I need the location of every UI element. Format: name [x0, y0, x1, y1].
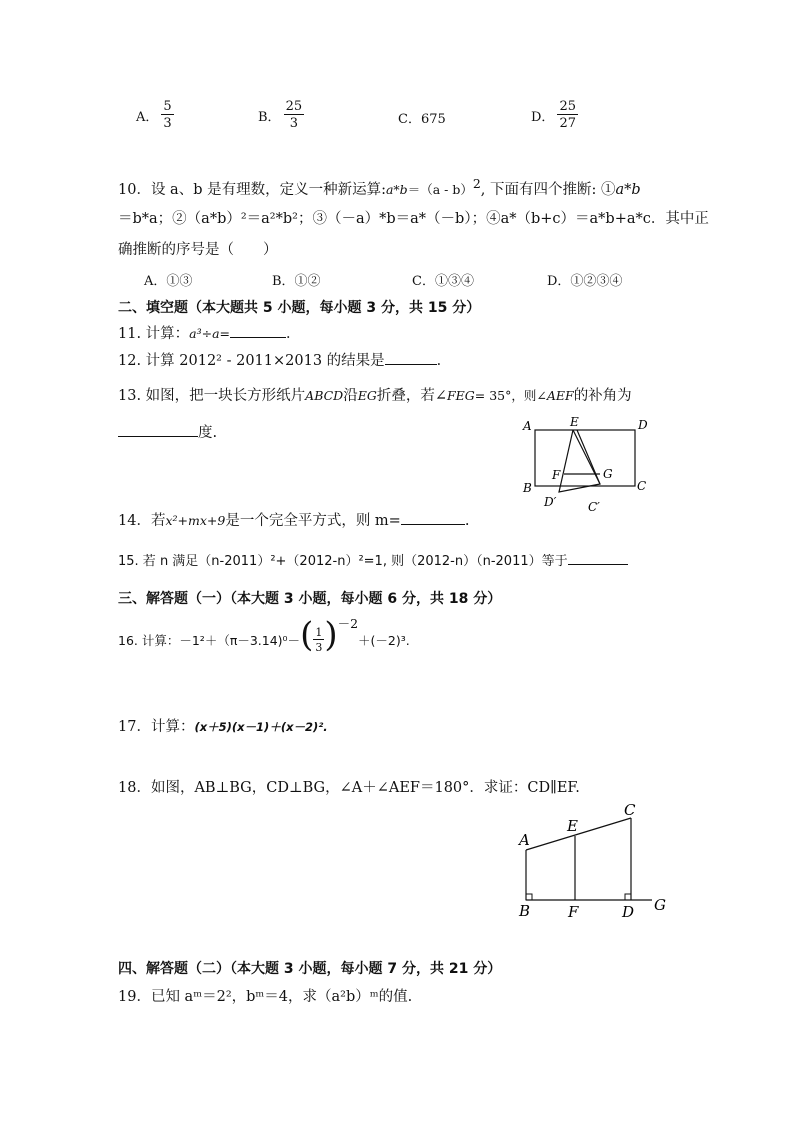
label-a: A: [519, 831, 530, 849]
q9-option-d-fraction: $\frac{25}{27}$: [559, 99, 576, 131]
segment-ac: [526, 818, 631, 850]
q10-option-b: B．①②: [272, 274, 321, 289]
fold-line-eg: [573, 430, 600, 484]
q10-option-a: A．①③: [144, 274, 193, 289]
q13-line1: 13. 如图，把一块长方形纸片ABCD沿EG折叠，若∠FEG= 35°，则∠AEF的补角为: [118, 388, 632, 404]
q12: 12. 计算 2012² - 2011×2013 的结果是 ．: [118, 353, 452, 369]
q10-line1: 10．设 a、b 是有理数，定义一种新运算:a*b＝（a - b）$^2$, 下面有四个推断: ①a*b: [118, 176, 641, 198]
q10-option-c: C．①③④: [412, 274, 474, 289]
q9-option-c: [398, 108, 446, 127]
q11-answer-blank[interactable]: [230, 337, 286, 338]
q13-line2: 度.: [118, 421, 217, 442]
section-4-heading: 四、解答题（二）（本大题 3 小题，每小题 7 分，共 21 分）: [118, 961, 502, 977]
q9-option-d: [531, 100, 578, 130]
q11: 11. 计算：a³÷a= ．: [118, 326, 301, 342]
q9-option-c-label: C．675: [398, 112, 446, 127]
q14-answer-blank[interactable]: [401, 524, 465, 525]
section-3-heading: 三、解答题（一）（本大题 3 小题，每小题 6 分，共 18 分）: [118, 591, 502, 607]
label-d: D: [622, 903, 635, 921]
q9-option-b-label: B．: [258, 109, 281, 125]
q9-option-d-label: D．: [531, 109, 555, 125]
q10-line2: ＝b*a；②（a*b）²＝a²*b²；③（－a）*b＝a*（－b）；④a*（b+c）＝a*b+a*c．其中正: [118, 211, 709, 227]
label-f: F: [552, 468, 561, 482]
q9-option-a: [136, 100, 174, 130]
q13-answer-blank[interactable]: [118, 436, 198, 437]
label-g: G: [654, 896, 666, 914]
label-e: E: [567, 817, 578, 835]
label-d-prime: D′: [544, 495, 557, 509]
q17: 17．计算：(x＋5)(x－1)＋(x－2)².: [118, 719, 328, 735]
label-g: G: [603, 467, 613, 481]
label-c-prime: C′: [588, 500, 600, 514]
right-angle-b: [526, 894, 532, 900]
q13-folded-rectangle-figure: [518, 412, 658, 516]
folded-flap: [559, 430, 600, 492]
q14: 14．若x²+mx+9是一个完全平方式，则 m= .: [118, 513, 470, 529]
q9-option-a-fraction: $\frac{5}{3}$: [163, 99, 172, 131]
label-b: B: [523, 481, 532, 495]
label-d: D: [638, 418, 648, 432]
q15-answer-blank[interactable]: [568, 564, 628, 565]
label-b: B: [519, 902, 531, 920]
q9-option-b: [258, 100, 304, 130]
q19: 19．已知 aᵐ＝2²，bᵐ＝4，求（a²b）ᵐ的值.: [118, 989, 413, 1005]
label-c: C: [624, 801, 636, 819]
right-angle-d: [625, 894, 631, 900]
rectangle-abcd: [535, 430, 635, 486]
q10-option-d: D．①②③④: [547, 274, 623, 289]
label-a: A: [523, 419, 532, 433]
section-2-heading: 二、填空题（本大题共 5 小题，每小题 3 分，共 15 分）: [118, 300, 481, 316]
q12-answer-blank[interactable]: [385, 364, 437, 365]
label-e: E: [570, 415, 579, 429]
q18-geometry-figure: [512, 798, 672, 922]
q18: 18．如图，AB⊥BG，CD⊥BG，∠A＋∠AEF＝180°．求证：CD∥EF.: [118, 780, 580, 796]
label-c: C: [637, 479, 647, 493]
q9-option-a-label: A．: [136, 109, 159, 125]
q16-fraction: $\frac{1}{3}$: [315, 625, 323, 654]
q15: 15. 若 n 满足（n-2011）²+（2012-n）²=1, 则（2012-n）（n-2011）等于: [118, 550, 628, 569]
q16: 16. 计算：－1²＋（π－3.14)⁰－( $\frac{1}{3}$ )$^{-2}$＋(－2)³.: [118, 614, 410, 655]
label-f: F: [568, 903, 579, 921]
q10-line3: 确推断的序号是（ ）: [118, 242, 278, 258]
q9-option-b-fraction: $\frac{25}{3}$: [285, 99, 303, 131]
